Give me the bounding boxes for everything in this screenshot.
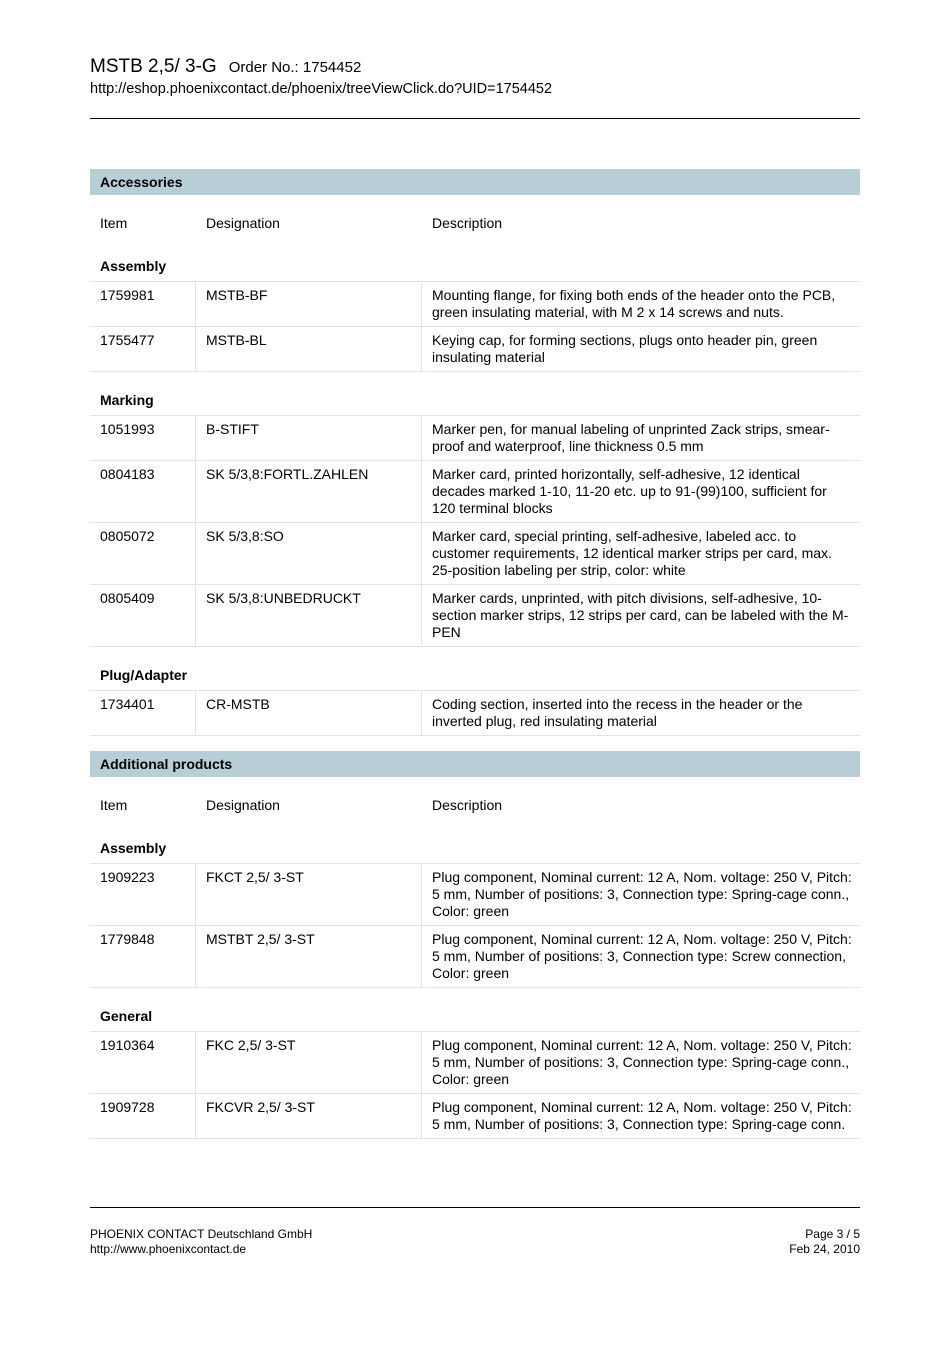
item-description: Marker cards, unprinted, with pitch divisions, self-adhesive, 10-section marker strips, 12 strips per card, can be labeled with the M-PEN (432, 590, 849, 640)
groups (90, 814, 860, 1139)
table-row (90, 1032, 860, 1094)
group (90, 232, 860, 372)
table-row (90, 1094, 860, 1139)
column-header-description: Description (432, 797, 503, 813)
item-description: Marker card, printed horizontally, self-adhesive, 12 identical decades marked 1-10, 11-20 etc. up to 91-(99)100, sufficient for 120 terminal blocks (432, 466, 827, 516)
section-accessories (90, 169, 860, 736)
item-designation: SK 5/3,8:SO (196, 523, 422, 584)
table-row (90, 585, 860, 647)
item-description: Marker pen, for manual labeling of unprinted Zack strips, smear-proof and waterproof, line thickness 0.5 mm (432, 421, 830, 454)
item-number[interactable]: 1734401 (90, 691, 196, 735)
item-number[interactable]: 1909728 (90, 1094, 196, 1138)
table-row (90, 864, 860, 926)
item-number[interactable]: 0805072 (90, 523, 196, 584)
table-row (90, 926, 860, 988)
item-description: Marker card, special printing, self-adhesive, labeled acc. to customer requirements, 12 identical marker strips per card, max. 25-position labeling per strip, color: white (432, 528, 832, 578)
item-designation: B-STIFT (196, 416, 422, 460)
column-header-designation: Designation (206, 215, 280, 231)
column-headers (90, 215, 860, 232)
item-designation: FKCVR 2,5/ 3-ST (196, 1094, 422, 1138)
group (90, 372, 860, 647)
section-header: Accessories (90, 169, 860, 195)
group-label: Marking (100, 392, 154, 408)
item-number[interactable]: 1779848 (90, 926, 196, 987)
item-designation: FKC 2,5/ 3-ST (196, 1032, 422, 1093)
sections (90, 169, 860, 1139)
product-title-line (90, 56, 860, 79)
page-footer (90, 1207, 860, 1257)
section-additional-products (90, 751, 860, 1139)
column-header-description: Description (432, 215, 503, 231)
product-title: MSTB 2,5/ 3-G (90, 56, 217, 77)
column-header-designation: Designation (206, 797, 280, 813)
group (90, 814, 860, 988)
item-number[interactable]: 0804183 (90, 461, 196, 522)
footer-date: Feb 24, 2010 (789, 1242, 860, 1256)
group-label: Assembly (100, 840, 167, 856)
group-label: Plug/Adapter (100, 667, 188, 683)
column-header-item: Item (100, 215, 128, 231)
item-description: Keying cap, for forming sections, plugs onto header pin, green insulating material (432, 332, 818, 365)
item-designation: SK 5/3,8:UNBEDRUCKT (196, 585, 422, 646)
table-row (90, 282, 860, 327)
footer-company: PHOENIX CONTACT Deutschland GmbH (90, 1227, 313, 1241)
item-designation: MSTBT 2,5/ 3-ST (196, 926, 422, 987)
document-page (90, 0, 860, 1139)
order-number: Order No.: 1754452 (228, 59, 362, 76)
footer-page-number: Page 3 / 5 (805, 1227, 860, 1241)
group (90, 647, 860, 736)
accessory-table (90, 415, 860, 647)
document-header (90, 0, 860, 119)
item-number[interactable]: 1051993 (90, 416, 196, 460)
item-number[interactable]: 1755477 (90, 327, 196, 371)
section-header: Additional products (90, 751, 860, 777)
item-designation: SK 5/3,8:FORTL.ZAHLEN (196, 461, 422, 522)
footer-website[interactable]: http://www.phoenixcontact.de (90, 1242, 247, 1256)
item-number[interactable]: 1759981 (90, 282, 196, 326)
accessory-table (90, 863, 860, 988)
column-headers (90, 797, 860, 814)
table-row (90, 691, 860, 736)
item-description: Plug component, Nominal current: 12 A, Nom. voltage: 250 V, Pitch: 5 mm, Number of positions: 3, Connection type: Spring-cage conn., Color: green (432, 1037, 852, 1087)
group-label: Assembly (100, 258, 167, 274)
item-description: Plug component, Nominal current: 12 A, Nom. voltage: 250 V, Pitch: 5 mm, Number of positions: 3, Connection type: Screw connection, Color: green (432, 931, 852, 981)
table-row (90, 416, 860, 461)
item-designation: FKCT 2,5/ 3-ST (196, 864, 422, 925)
item-description: Mounting flange, for fixing both ends of the header onto the PCB, green insulating material, with M 2 x 14 screws and nuts. (432, 287, 836, 320)
item-description: Plug component, Nominal current: 12 A, Nom. voltage: 250 V, Pitch: 5 mm, Number of positions: 3, Connection type: Spring-cage conn., Color: green (432, 869, 852, 919)
table-row (90, 461, 860, 523)
item-number[interactable]: 1910364 (90, 1032, 196, 1093)
item-description: Plug component, Nominal current: 12 A, Nom. voltage: 250 V, Pitch: 5 mm, Number of positions: 3, Connection type: Spring-cage conn. (432, 1099, 852, 1132)
accessory-table (90, 281, 860, 372)
column-header-item: Item (100, 797, 128, 813)
item-number[interactable]: 0805409 (90, 585, 196, 646)
product-url[interactable]: http://eshop.phoenixcontact.de/phoenix/treeViewClick.do?UID=1754452 (90, 81, 553, 97)
accessory-table (90, 1031, 860, 1139)
group (90, 988, 860, 1139)
group-label: General (100, 1008, 153, 1024)
item-designation: MSTB-BF (196, 282, 422, 326)
item-number[interactable]: 1909223 (90, 864, 196, 925)
table-row (90, 523, 860, 585)
item-designation: MSTB-BL (196, 327, 422, 371)
table-row (90, 327, 860, 372)
groups (90, 232, 860, 736)
item-description: Coding section, inserted into the recess in the header or the inverted plug, red insulating material (432, 696, 803, 729)
accessory-table (90, 690, 860, 736)
item-designation: CR-MSTB (196, 691, 422, 735)
